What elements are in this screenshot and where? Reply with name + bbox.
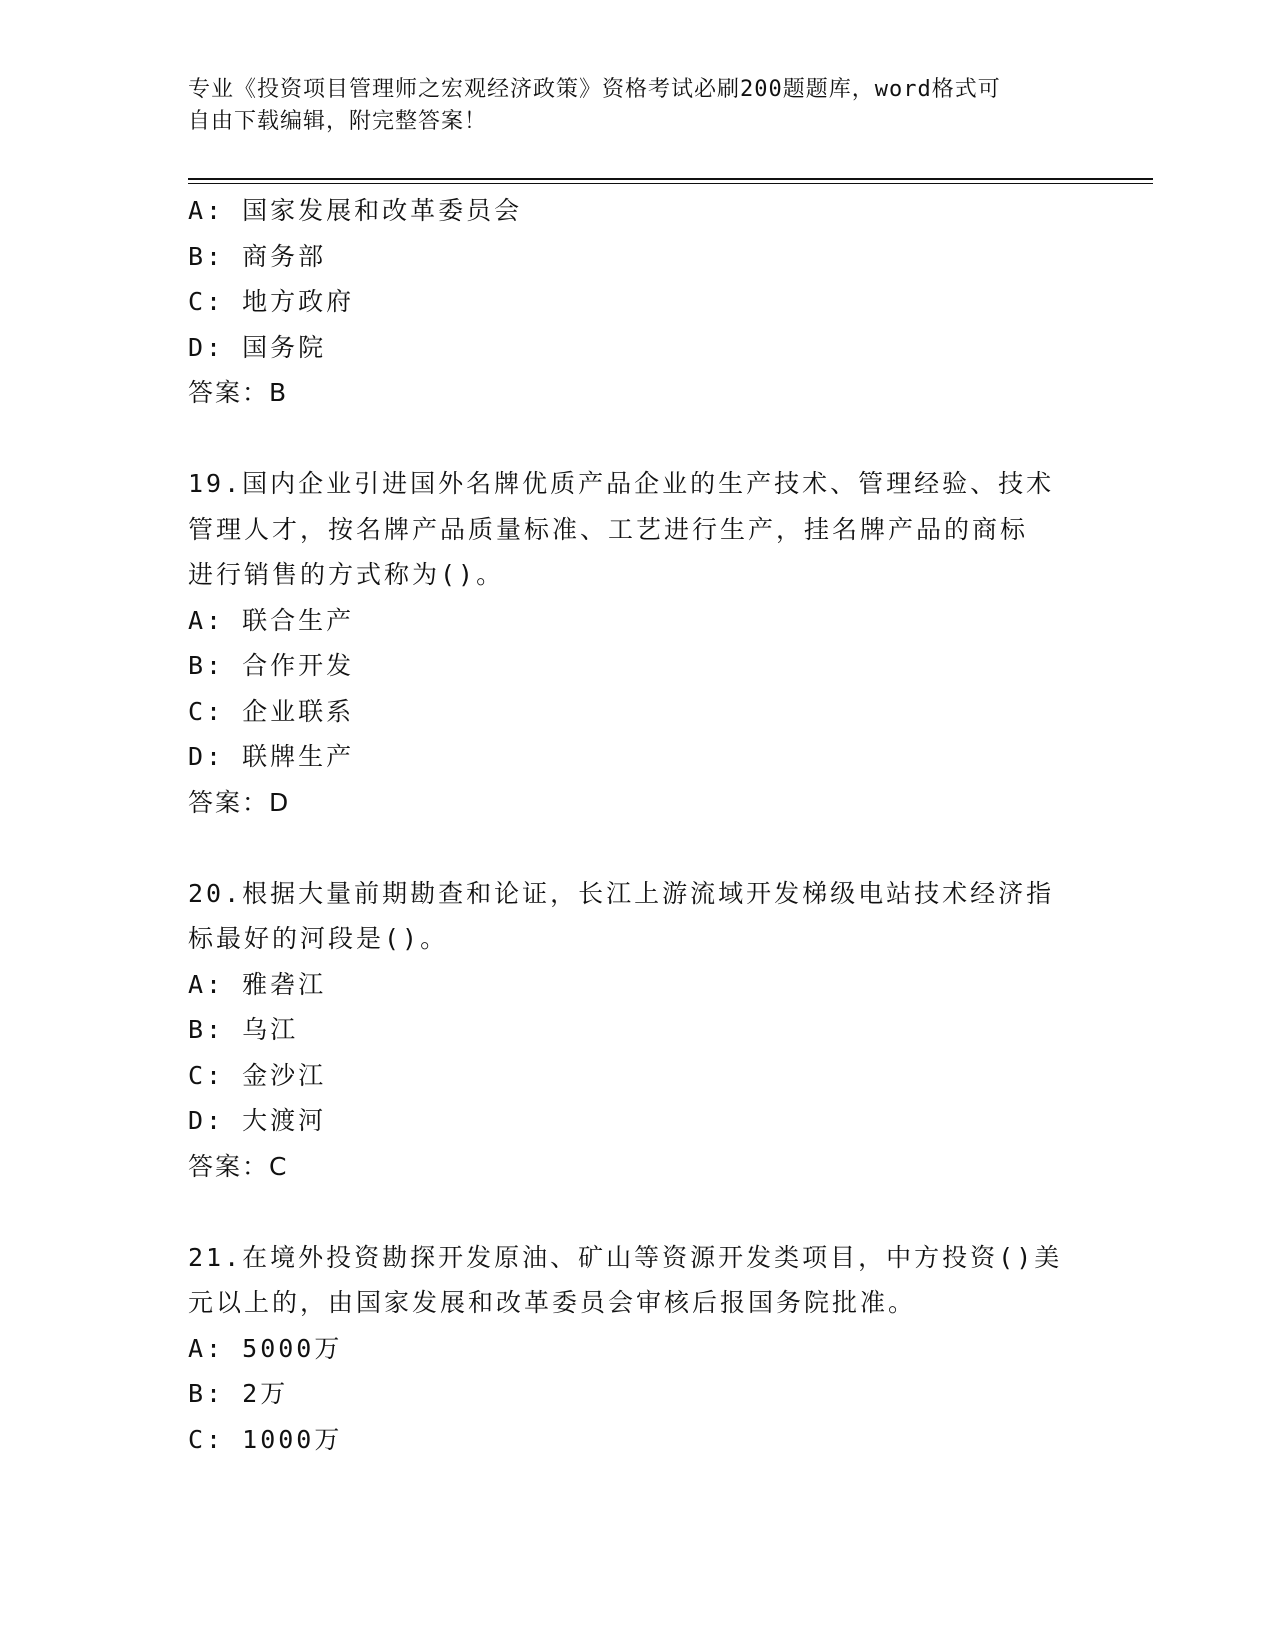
question-stem-line: 21.在境外投资勘探开发原油、矿山等资源开发类项目，中方投资()美 [188,1242,1063,1272]
question-19 [188,461,1108,825]
answer: 答案：D [188,787,291,817]
question-stem-line: 元以上的，由国家发展和改革委员会审核后报国务院批准。 [188,1288,917,1317]
question-20 [188,871,1108,1190]
question-18 [188,188,1108,416]
option-b: B: 商务部 [188,241,327,271]
option-d: D: 联牌生产 [188,742,355,771]
option-d: D: 大渡河 [188,1106,327,1135]
question-stem-line: 标最好的河段是()。 [188,924,449,953]
answer: 答案：B [188,378,289,407]
option-b: B: 2万 [188,1379,289,1408]
answer: 答案：C [188,1151,289,1181]
question-stem-line: 进行销售的方式称为()。 [188,560,505,589]
option-b: B: 乌江 [188,1015,299,1044]
question-21 [188,1235,1108,1463]
spacer [188,825,1108,871]
option-c: C: 地方政府 [188,287,355,316]
document-header [188,74,1068,138]
header-divider-thin [188,183,1153,184]
option-a: A: 国家发展和改革委员会 [188,196,523,225]
option-d: D: 国务院 [188,332,327,362]
header-line-1: 专业《投资项目管理师之宏观经济政策》资格考试必刷200题题库，word格式可 [188,77,1001,102]
header-divider-thick [188,178,1153,180]
option-a: A: 雅砻江 [188,969,327,999]
option-b: B: 合作开发 [188,651,355,680]
option-a: A: 5000万 [188,1333,343,1363]
option-c: C: 1000万 [188,1424,343,1454]
question-stem-line: 管理人才，按名牌产品质量标准、工艺进行生产，挂名牌产品的商标 [188,514,1029,544]
spacer [188,1189,1108,1235]
spacer [188,416,1108,462]
question-list [188,188,1108,1462]
option-a: A: 联合生产 [188,605,355,635]
question-stem-line: 20.根据大量前期勘查和论证，长江上游流域开发梯级电站技术经济指 [188,878,1055,908]
question-stem-line: 19.国内企业引进国外名牌优质产品企业的生产技术、管理经验、技术 [188,469,1055,498]
header-line-2: 自由下载编辑，附完整答案！ [188,109,488,134]
option-c: C: 金沙江 [188,1060,327,1090]
option-c: C: 企业联系 [188,696,355,726]
